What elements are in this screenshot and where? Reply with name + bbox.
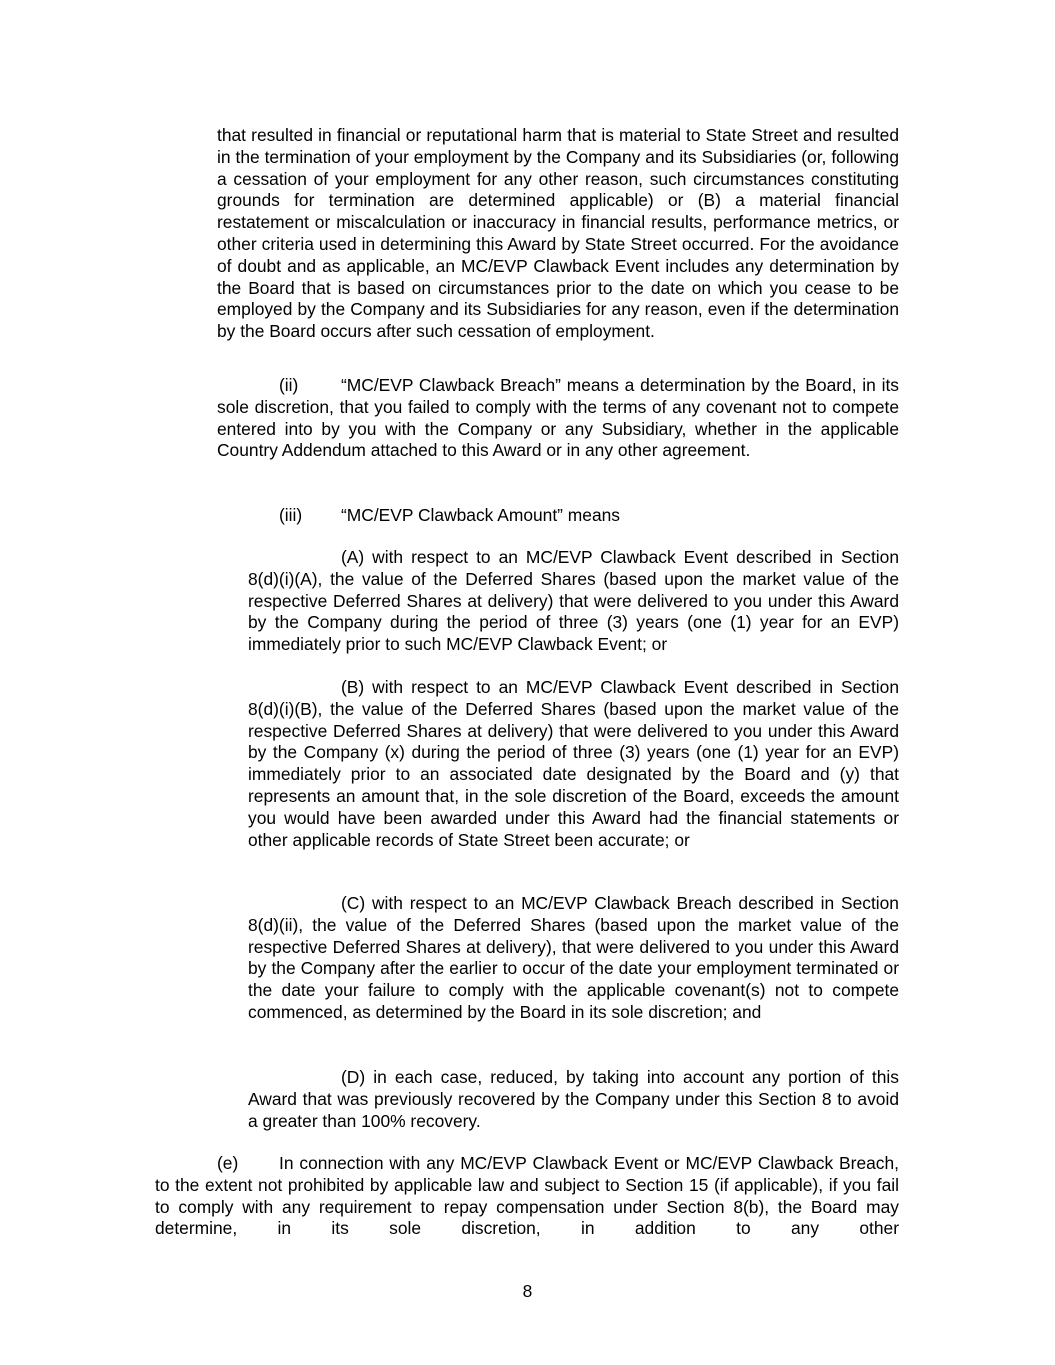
clause-text-B: with respect to an MC/EVP Clawback Event described in Section 8(d)(i)(B), the value of the Deferred Shares (based upon the market value of the respective Deferred Shares at delivery) that were delivered to you under this Award by the Company (x) during the period of three (3) years (one (1) year for an EVP) immediately prior to an associated date designated by the Board and (y) that represents an amount that, in the sole discretion of the Board, exceeds the amount you would have been awarded under this Award had the financial statements or other applicable records of State Street been accurate; or bbox=[248, 677, 899, 850]
paragraph-A bbox=[248, 547, 899, 656]
clause-marker-A: (A) bbox=[341, 547, 365, 567]
clause-text-A: with respect to an MC/EVP Clawback Event described in Section 8(d)(i)(A), the value of the Deferred Shares (based upon the market value of the respective Deferred Shares at delivery) that were delivered to you under this Award by the Company during the period of three (3) years (one (1) year for an EVP) immediately prior to such MC/EVP Clawback Event; or bbox=[248, 547, 899, 655]
clause-text-e: In connection with any MC/EVP Clawback Event or MC/EVP Clawback Breach, to the extent not prohibited by applicable law and subject to Section 15 (if applicable), if you fail to comply with any requirement to repay compensation under Section 8(b), the Board may determine, in its sole discretion, in addition to any other bbox=[155, 1153, 899, 1239]
paragraph-e bbox=[155, 1153, 899, 1240]
page-number: 8 bbox=[522, 1281, 533, 1301]
clause-marker-ii: (ii) bbox=[279, 375, 299, 395]
paragraph-B bbox=[248, 677, 899, 851]
paragraph-ii bbox=[217, 375, 899, 462]
clause-marker-iii: (iii) bbox=[279, 505, 303, 525]
clause-marker-C: (C) bbox=[341, 893, 366, 913]
paragraph-iii bbox=[279, 505, 899, 527]
clause-text-C: with respect to an MC/EVP Clawback Breach described in Section 8(d)(ii), the value of the Deferred Shares (based upon the market value of the respective Deferred Shares at delivery), that were delivered to you under this Award by the Company after the earlier to occur of the date your employment terminated or the date your failure to comply with the applicable covenant(s) not to compete commenced, as determined by the Board in its sole discretion; and bbox=[248, 893, 899, 1022]
clause-text-ii: “MC/EVP Clawback Breach” means a determination by the Board, in its sole discretion, that you failed to comply with the terms of any covenant not to compete entered into by you with the Company or any Subsidiary, whether in the applicable Country Addendum attached to this Award or in any other agreement. bbox=[217, 375, 899, 461]
paragraph-intro-continuation bbox=[217, 125, 899, 343]
clause-text-D: in each case, reduced, by taking into account any portion of this Award that was previously recovered by the Company under this Section 8 to avoid a greater than 100% recovery. bbox=[248, 1067, 899, 1131]
clause-marker-D: (D) bbox=[341, 1067, 366, 1087]
paragraph-C bbox=[248, 893, 899, 1024]
clause-text-iii: “MC/EVP Clawback Amount” means bbox=[341, 505, 620, 525]
paragraph-D bbox=[248, 1067, 899, 1132]
clause-marker-e: (e) bbox=[217, 1153, 239, 1173]
clause-marker-B: (B) bbox=[341, 677, 365, 697]
paragraph-text: that resulted in financial or reputational harm that is material to State Street and resulted in the termination of your employment by the Company and its Subsidiaries (or, following a cessation of your employment for any other reason, such circumstances constituting grounds for termination are determined applicable) or (B) a material financial restatement or miscalculation or inaccuracy in financial results, performance metrics, or other criteria used in determining this Award by State Street occurred. For the avoidance of doubt and as applicable, an MC/EVP Clawback Event includes any determination by the Board that is based on circumstances prior to the date on which you cease to be employed by the Company and its Subsidiaries for any reason, even if the determination by the Board occurs after such cessation of employment. bbox=[217, 125, 899, 342]
